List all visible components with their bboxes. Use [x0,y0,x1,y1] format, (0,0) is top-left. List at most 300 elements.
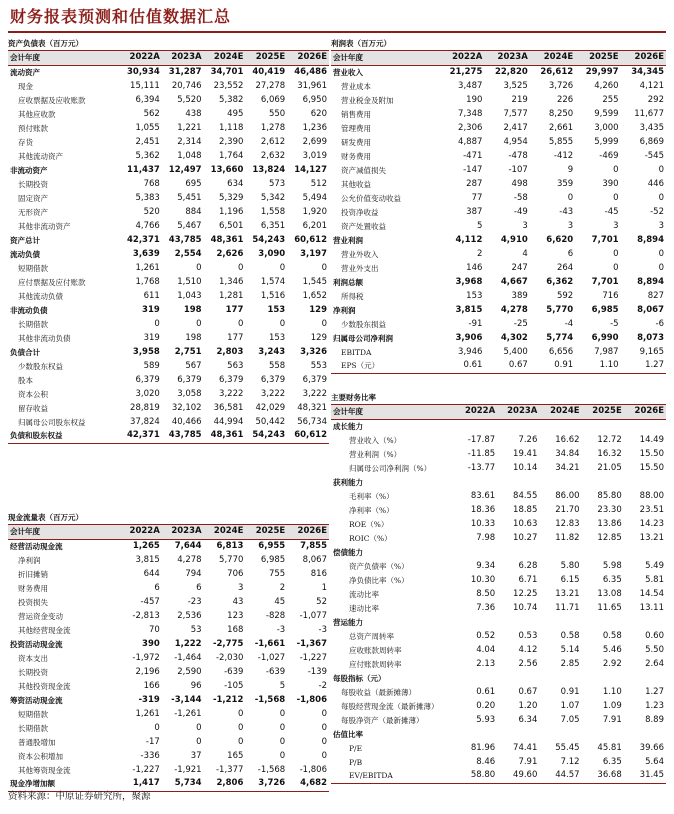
cell-value: 1,574 [260,276,286,287]
cell-value: 1,545 [302,276,327,287]
cell-value: 5,342 [260,192,286,203]
row-label: 筹资活动现金流 [10,695,63,705]
cell-value: 7,987 [594,346,619,357]
table-row [8,177,329,191]
cell-value: 0 [279,750,286,761]
cell-value: 2,390 [219,136,244,147]
row-label: 每股指标（元） [333,673,386,683]
cell-value: 4,302 [500,332,528,343]
cell-value: 4,112 [455,234,483,245]
row-label: 营业成本 [341,81,371,91]
cell-value: 0 [279,708,286,719]
section-row [331,671,666,685]
cell-value: 0 [613,248,619,259]
cell-value: 592 [556,290,574,301]
cell-value: 21,275 [449,66,483,77]
cell-value: -471 [463,150,483,161]
cell-value: 168 [227,624,244,635]
cell-value: 37 [190,750,202,761]
cell-value: 3 [237,582,244,593]
cell-value: 1,222 [174,638,202,649]
cell-value: 9 [567,164,574,175]
cell-value: 5.49 [645,560,664,571]
table-row [8,735,329,749]
cell-value: 3 [658,220,664,231]
cell-value: 36.68 [582,769,624,783]
cell-value [497,727,539,741]
cell-value: 9.34 [476,560,496,571]
cell-value: 31,961 [297,80,327,91]
cell-value: 146 [466,262,483,273]
row-label: 留存收益 [18,403,48,413]
cell-value: 8,894 [637,234,664,245]
cell-value: 4,682 [287,777,329,791]
cell-value: 4 [522,248,528,259]
cell-value: 3,058 [177,388,202,399]
cell-value: 5,734 [162,777,204,791]
cell-value: 0 [196,262,202,273]
cell-value: 0 [237,262,244,273]
cell-value: 11.65 [597,602,622,613]
year-header: 2022A [120,525,162,539]
row-label: 公允价值变动收益 [341,193,401,203]
cell-value: 6,813 [216,540,244,551]
cell-value: 5,494 [302,192,327,203]
cell-value [582,615,624,629]
cell-value: 794 [185,568,202,579]
cell-value: 4,278 [177,554,202,565]
cell-value: 550 [268,108,286,119]
cell-value: 190 [466,94,483,105]
table-row [331,461,666,475]
row-label: 资本公积 [18,389,48,399]
row-label: 投资活动现金流 [10,639,63,649]
table-row [8,135,329,149]
cell-value: 4,910 [500,234,528,245]
table-row [331,65,666,79]
cell-value: 6.34 [518,714,538,725]
row-label: 营运能力 [333,617,363,627]
cell-value: -1,367 [296,638,327,649]
cell-value [539,475,581,489]
cell-value: 3,968 [455,276,483,287]
table-row [8,331,329,345]
cell-value: 13.86 [597,518,622,529]
cell-value: -17 [145,736,160,747]
cell-value: -478 [508,150,528,161]
row-label: 偿债能力 [333,547,363,557]
year-header: 2024E [530,51,575,65]
table-row [331,517,666,531]
cell-value: -147 [463,164,483,175]
cell-value: 7,701 [591,234,619,245]
cell-value: 6,379 [260,374,286,385]
table-row [8,539,329,553]
cell-value: 0 [237,708,244,719]
cell-value: 0 [658,248,664,259]
cell-value: 5.46 [602,644,622,655]
cell-value: 10.63 [513,518,538,529]
cell-value: -3 [318,624,327,635]
cell-value: 3,019 [302,150,327,161]
cell-value [497,671,539,685]
cell-value: 10.74 [513,602,538,613]
cell-value: 81.96 [470,742,496,753]
row-label: 财务费用 [18,583,48,593]
table-row [8,205,329,219]
cell-value: 15.50 [639,448,664,459]
cell-value: 27,278 [255,80,286,91]
cell-value: 2.85 [560,658,580,669]
cell-value [624,419,666,433]
cell-value: 88.00 [639,490,664,501]
row-label: 流动比率 [349,589,379,599]
cell-value: 36,581 [213,402,244,413]
row-label: 流动负债 [10,249,40,259]
table-row [331,261,666,275]
cell-value: 45 [274,596,286,607]
row-label: 其他收益 [341,179,371,189]
cell-value: -1,227 [132,764,160,775]
cell-value: 19.41 [513,448,538,459]
cell-value: 9,165 [639,346,664,357]
row-label: 营运资金变动 [18,611,63,621]
cell-value [624,615,666,629]
table-row [331,685,666,699]
cell-value: 85.80 [597,490,622,501]
cell-value: 6,201 [302,220,327,231]
cell-value: 563 [227,360,244,371]
cell-value: 6,990 [591,332,619,343]
cell-value: 0.91 [530,359,575,373]
section-row [331,545,666,559]
cell-value: 255 [602,94,619,105]
cell-value: 5,520 [177,94,202,105]
cell-value: 165 [227,750,244,761]
cell-value: 2,661 [548,122,574,133]
cell-value: 0.67 [484,359,529,373]
cell-value: 83.61 [470,490,496,501]
table-row [8,191,329,205]
row-label: 归属母公司净利润 [333,333,393,343]
table-row [8,595,329,609]
cell-value: 2,803 [216,346,244,357]
cell-value: 14.49 [639,434,664,445]
cell-value: 54,243 [245,429,287,443]
table-row [8,289,329,303]
cell-value [624,475,666,489]
cell-value: -2,030 [215,652,244,663]
cell-value: 4.12 [518,644,538,655]
cell-value: 6,379 [219,374,244,385]
cell-value: 0 [321,262,327,273]
cell-value: 46,486 [294,66,327,77]
cell-value: 16.62 [555,434,580,445]
table-row [8,429,329,443]
row-label: P/E [349,743,363,753]
row-label: 其他流动资产 [18,151,63,161]
row-label: 净利率（%） [349,505,394,515]
row-label: 其他经营现金流 [18,625,71,635]
cell-value: 498 [511,178,528,189]
cell-value: -1,661 [254,638,286,649]
cell-value: 7,577 [503,108,528,119]
cell-value: 2 [476,248,483,259]
cell-value: 0 [237,318,244,329]
table-row [8,79,329,93]
cell-value: 8,250 [548,108,574,119]
cell-value: 6,955 [258,540,286,551]
cell-value: 58.80 [455,769,497,783]
cell-value: 12.85 [597,532,622,543]
table-row [8,415,329,429]
row-label: 资产减值损失 [341,165,386,175]
table-row [8,345,329,359]
row-label: 长期投资 [18,667,48,677]
row-label: 其他筹资现金流 [18,765,71,775]
cell-value: 0 [237,722,244,733]
table-row [331,345,666,359]
cell-value: 0.58 [602,630,622,641]
cell-value [455,545,497,559]
table-row [331,713,666,727]
row-label: 每股经营现金流（最新摊薄） [341,701,439,711]
cell-value: 42,371 [120,429,162,443]
cell-value [539,727,581,741]
row-label: EPS（元） [331,359,439,373]
cell-value: 11.82 [555,532,580,543]
cell-value: 1,118 [219,122,244,133]
table-row [331,79,666,93]
cell-value: 30,934 [126,66,160,77]
cell-value: 5,451 [177,192,202,203]
row-label: 折旧摊销 [18,569,48,579]
cell-value: 34,701 [210,66,244,77]
cell-value: 44,994 [213,416,244,427]
cell-value [497,545,539,559]
row-label: 无形资产 [18,207,48,217]
cell-value [455,419,497,433]
table-row [8,303,329,317]
cell-value: -49 [513,206,528,217]
section-row [331,419,666,433]
table-row [331,121,666,135]
year-header: 2024E [204,51,246,65]
year-header: 2026E [621,51,666,65]
table-row [331,331,666,345]
cell-value: 562 [143,108,160,119]
cell-value: 520 [143,206,160,217]
row-label: 成长能力 [333,421,363,431]
table-row [331,219,666,233]
table-row [8,317,329,331]
cell-value: 1 [321,582,327,593]
financial-ratios-table [331,405,666,784]
table-row [331,359,666,373]
cell-value: 129 [310,332,327,343]
cell-value: 13,660 [210,164,244,175]
cell-value: 0 [321,318,327,329]
cell-value: 20,746 [171,80,202,91]
cell-value: 4,278 [500,304,528,315]
cell-value: 42,371 [126,234,160,245]
cell-value: 4,260 [594,80,619,91]
year-header: 2025E [245,51,287,65]
cell-value: -319 [138,694,160,705]
cell-value: 1.27 [621,359,666,373]
cell-value: 0 [321,722,327,733]
cell-value: 0 [658,262,664,273]
cell-value: -52 [650,206,664,217]
cell-value: 10.33 [470,518,496,529]
cell-value: 5,383 [135,192,160,203]
row-label: 应付账款周转率 [349,659,402,669]
table-row [331,657,666,671]
row-label: 资产总计 [10,235,40,245]
cell-value: 0.52 [476,630,496,641]
cell-value: -2,775 [212,638,244,649]
cell-value: 4,766 [135,220,160,231]
header-row [331,405,666,419]
row-label: 营业收入（%） [349,435,402,445]
table-row [331,205,666,219]
cell-value: 34,345 [631,66,664,77]
cell-value: -828 [265,610,286,621]
cell-value: 1,048 [177,150,202,161]
cell-value: 6.35 [602,756,622,767]
cell-value: 226 [556,94,574,105]
table-row [8,93,329,107]
panel-title: 现金流量表（百万元） [8,511,329,525]
cell-value: 695 [185,178,202,189]
cell-value: 39.66 [639,742,664,753]
cell-value: 7,348 [458,108,483,119]
cell-value: 1,652 [302,290,327,301]
cell-value: 6,394 [135,94,160,105]
table-row [331,135,666,149]
row-label: 长期借款 [18,319,48,329]
table-row [331,769,666,783]
row-label: 资产负债率（%） [349,561,409,571]
table-row [331,741,666,755]
cell-value: 495 [227,108,244,119]
table-row [331,247,666,261]
cell-value: 5.93 [476,714,496,725]
financial-ratios-panel [331,391,666,784]
cell-value: 2,632 [260,150,286,161]
table-row [8,721,329,735]
cell-value: 6,869 [639,136,664,147]
row-label: 短期借款 [18,263,48,273]
row-label: 长期借款 [18,723,48,733]
cell-value: 7.05 [560,714,580,725]
cell-value: 12,497 [168,164,202,175]
cell-value: 9,599 [594,108,619,119]
cell-value: 37,824 [130,416,160,427]
table-row [331,317,666,331]
cell-value: 5,855 [548,136,574,147]
cell-value: 14,127 [294,164,327,175]
cell-value: 34.21 [555,462,580,473]
cell-value: 3,639 [132,248,160,259]
cell-value: -1,077 [299,610,327,621]
table-row [331,643,666,657]
cell-value: 7,644 [174,540,202,551]
cell-value: 3,435 [639,122,664,133]
cell-value: 177 [225,304,244,315]
cell-value: 3,815 [135,554,160,565]
cell-value: 6,501 [219,220,244,231]
cell-value: 816 [310,568,327,579]
year-header: 2023A [484,51,529,65]
table-row [331,531,666,545]
cell-value: 0 [279,318,286,329]
row-label: 现金 [18,81,33,91]
table-row [8,219,329,233]
row-label: 总资产周转率 [349,631,394,641]
cell-value: 0.60 [645,630,664,641]
year-header: 2024E [539,405,581,419]
cell-value: 55.45 [555,742,580,753]
year-header: 2026E [287,51,329,65]
cell-value: -1,972 [132,652,160,663]
row-label: 估值比率 [333,729,363,739]
table-row [331,573,666,587]
section-row [331,615,666,629]
cell-value: 0 [613,164,619,175]
cell-value: 3,487 [458,80,483,91]
cell-value: 0 [279,262,286,273]
cell-value: 129 [309,304,327,315]
cell-value: 14.23 [639,518,664,529]
cell-value: -3 [276,624,286,635]
panel-title: 主要财务比率 [331,391,666,405]
cell-value: 34.84 [555,448,580,459]
cell-value: 589 [143,360,160,371]
header-label: 会计年度 [331,51,439,65]
cell-value: 0 [658,192,664,203]
cell-value: 5,467 [177,220,202,231]
cell-value: 12.25 [513,588,538,599]
cell-value: 5 [476,220,483,231]
year-header: 2022A [455,405,497,419]
row-label: 净利润 [18,555,41,565]
cell-value: 0 [321,736,327,747]
cell-value: 3,197 [300,248,327,259]
cell-value: 8,894 [637,276,664,287]
cell-value [624,727,666,741]
cell-value: 558 [268,360,286,371]
income-statement-panel [331,37,666,374]
row-label: 营业外收入 [341,249,379,259]
cell-value: -1,806 [299,764,327,775]
cell-value: 6.28 [518,560,538,571]
cell-value: 3 [567,220,574,231]
cell-value: 6,351 [260,220,286,231]
cell-value: 12.72 [597,434,622,445]
cell-value: 6.71 [518,574,538,585]
table-row [8,707,329,721]
cell-value: -25 [513,318,528,329]
row-label: 负债和股东权益 [8,429,120,443]
cell-value: 387 [466,206,483,217]
row-label: 资本公积增加 [18,751,63,761]
table-row [8,609,329,623]
cell-value: 4,954 [503,136,528,147]
cell-value: -139 [307,666,327,677]
cell-value: -6 [655,318,664,329]
row-label: 少数股东权益 [18,361,63,371]
